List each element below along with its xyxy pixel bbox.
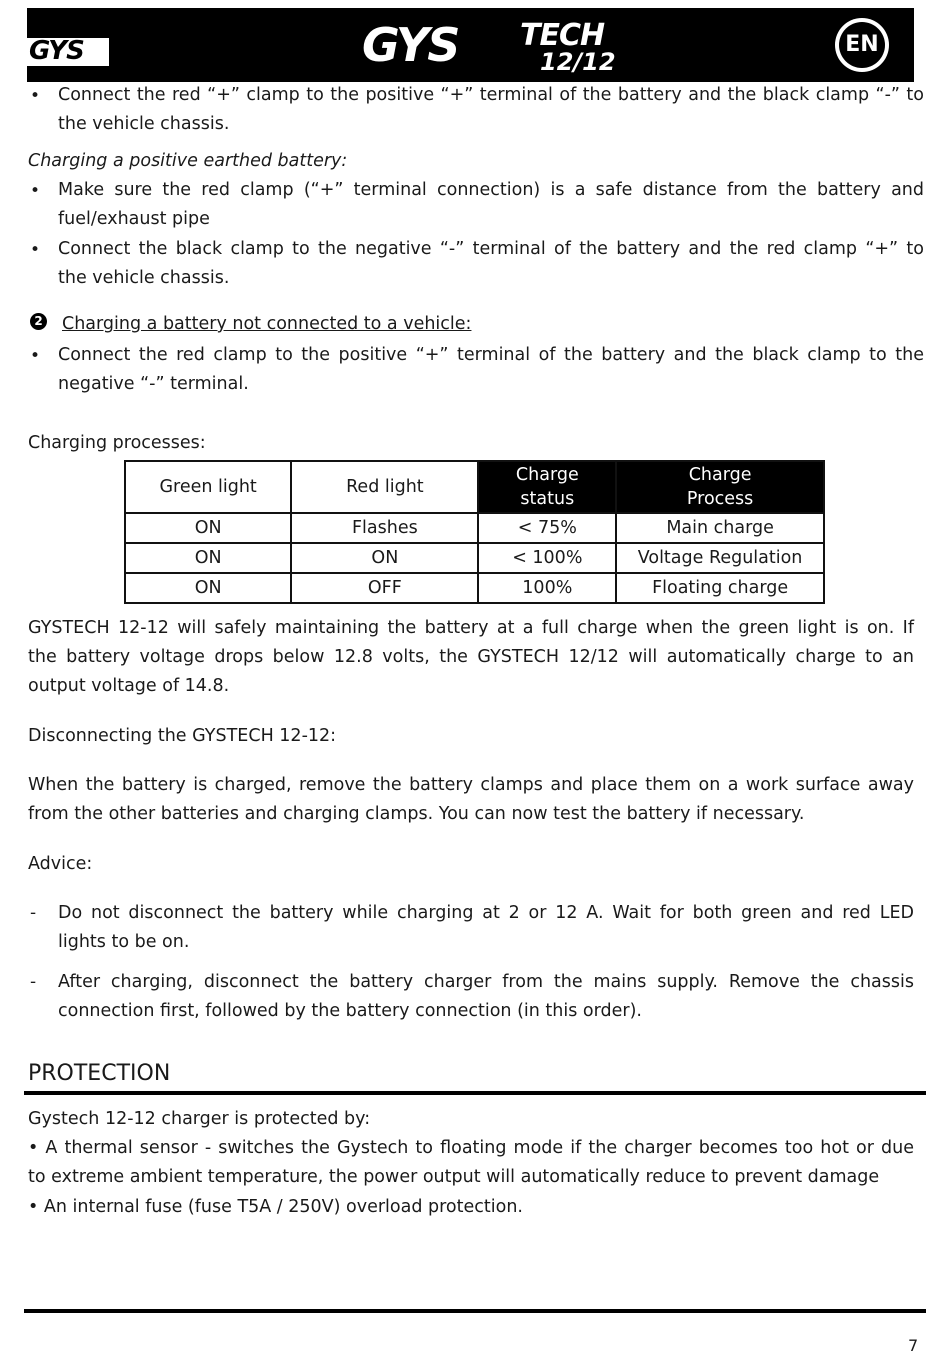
column-header: Red light bbox=[291, 461, 478, 513]
language-badge: EN bbox=[835, 18, 889, 72]
table-row bbox=[125, 573, 824, 603]
table-cell: ON bbox=[291, 543, 478, 573]
section-heading-not-connected: Charging a battery not connected to a vehicle: bbox=[62, 314, 472, 334]
section-divider bbox=[24, 1091, 926, 1095]
table-cell: < 75% bbox=[478, 513, 616, 543]
bullet-text-cont: negative “-” terminal. bbox=[58, 374, 249, 394]
column-header: Charge Process bbox=[616, 461, 824, 513]
table-cell: ON bbox=[125, 573, 291, 603]
bullet-marker: • bbox=[30, 181, 41, 201]
advice-text: After charging, disconnect the battery charger from the mains supply. Remove the chassis bbox=[58, 972, 914, 992]
column-header: Green light bbox=[125, 461, 291, 513]
table-row bbox=[125, 513, 824, 543]
step-number-badge: 2 bbox=[30, 313, 47, 330]
paragraph-line: • An internal fuse (fuse T5A / 250V) overload protection. bbox=[28, 1197, 523, 1217]
table-cell: Voltage Regulation bbox=[616, 543, 824, 573]
table-cell: Floating charge bbox=[616, 573, 824, 603]
dash-marker: - bbox=[30, 903, 37, 923]
paragraph-line: Gystech 12-12 charger is protected by: bbox=[28, 1109, 371, 1129]
table-cell: 100% bbox=[478, 573, 616, 603]
paragraph-line: When the battery is charged, remove the battery clamps and place them on a work surface away bbox=[28, 775, 914, 795]
bullet-text: Connect the red clamp to the positive “+” terminal of the battery and the black clamp to the bbox=[58, 345, 924, 365]
section-heading-positive-earthed: Charging a positive earthed battery: bbox=[28, 151, 348, 171]
gys-logo: GYS bbox=[27, 8, 109, 82]
column-header: Charge status bbox=[478, 461, 616, 513]
bullet-marker: • bbox=[30, 346, 41, 366]
bullet-text: Connect the red “+” clamp to the positive “+” terminal of the battery and the black clamp “-” to bbox=[58, 85, 924, 105]
table-row bbox=[125, 543, 824, 573]
charging-process-table bbox=[124, 460, 825, 604]
bullet-text-cont: the vehicle chassis. bbox=[58, 114, 230, 134]
footer-divider bbox=[24, 1309, 926, 1313]
table-cell: Flashes bbox=[291, 513, 478, 543]
bullet-text-cont: fuel/exhaust pipe bbox=[58, 209, 210, 229]
advice-text: Do not disconnect the battery while charging at 2 or 12 A. Wait for both green and red LED bbox=[58, 903, 914, 923]
section-heading-protection: PROTECTION bbox=[28, 1061, 171, 1086]
bullet-marker: • bbox=[30, 86, 41, 106]
table-cell: OFF bbox=[291, 573, 478, 603]
bullet-text: Connect the black clamp to the negative “-” terminal of the battery and the red clamp “+” to bbox=[58, 239, 924, 259]
section-heading-disconnecting: Disconnecting the GYSTECH 12-12: bbox=[28, 726, 337, 746]
paragraph-line: to extreme ambient temperature, the power output will automatically reduce to prevent damage bbox=[28, 1167, 880, 1187]
advice-text-cont: connection first, followed by the battery connection (in this order). bbox=[58, 1001, 642, 1021]
paragraph-line: the battery voltage drops below 12.8 volts, the GYSTECH 12/12 will automatically charge to an bbox=[28, 647, 914, 667]
paragraph-line: output voltage of 14.8. bbox=[28, 676, 230, 696]
section-heading-charging-processes: Charging processes: bbox=[28, 433, 206, 453]
table-header-row bbox=[125, 461, 824, 513]
advice-text-cont: lights to be on. bbox=[58, 932, 190, 952]
table-cell: < 100% bbox=[478, 543, 616, 573]
section-heading-advice: Advice: bbox=[28, 854, 93, 874]
table-cell: ON bbox=[125, 513, 291, 543]
bullet-text-cont: the vehicle chassis. bbox=[58, 268, 230, 288]
bullet-marker: • bbox=[30, 240, 41, 260]
page-header: GYS GYS TECH 12/12 EN bbox=[27, 8, 914, 82]
paragraph-line: GYSTECH 12-12 will safely maintaining the battery at a full charge when the green light is on. If bbox=[28, 618, 914, 638]
dash-marker: - bbox=[30, 972, 37, 992]
bullet-text: Make sure the red clamp (“+” terminal connection) is a safe distance from the battery and bbox=[58, 180, 924, 200]
paragraph-line: from the other batteries and charging clamps. You can now test the battery if necessary. bbox=[28, 804, 805, 824]
table-cell: Main charge bbox=[616, 513, 824, 543]
paragraph-line: • A thermal sensor - switches the Gystech to floating mode if the charger becomes too hot or due bbox=[28, 1138, 914, 1158]
page-number: 7 bbox=[908, 1336, 919, 1355]
table-cell: ON bbox=[125, 543, 291, 573]
